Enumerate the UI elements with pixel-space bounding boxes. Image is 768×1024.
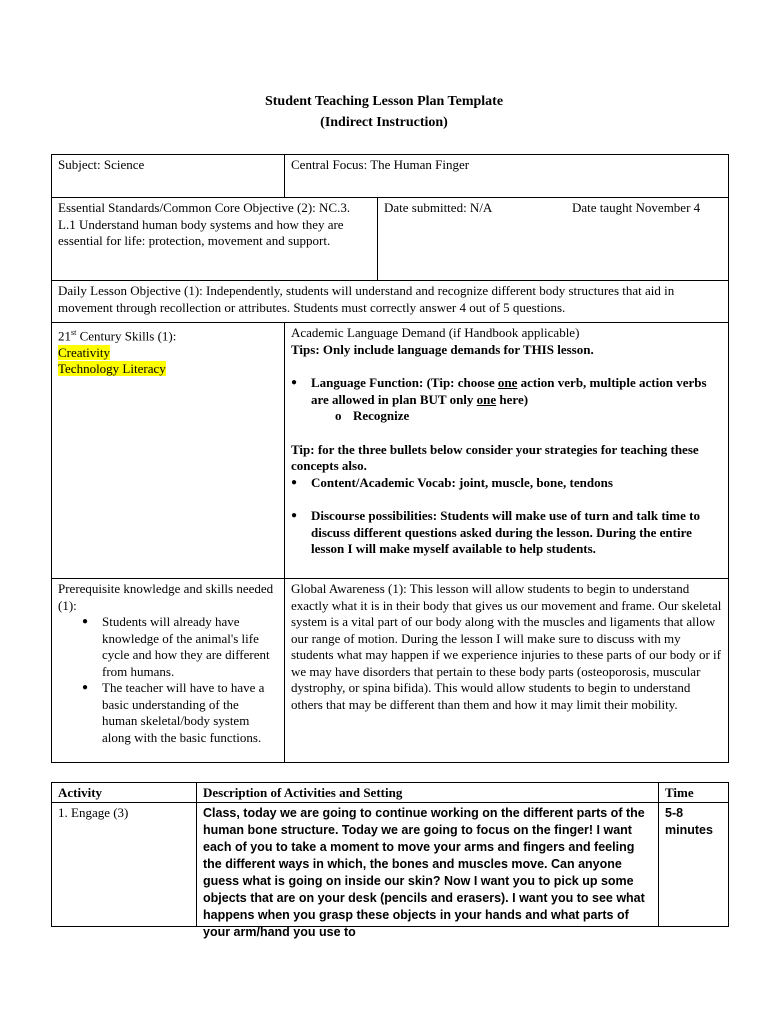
prerequisite-heading: Prerequisite knowledge and skills needed (1): — [58, 581, 274, 613]
time-column-header: Time — [665, 785, 694, 800]
daily-objective-cell — [52, 281, 728, 318]
essential-standards-cell — [52, 198, 377, 252]
global-awareness-text: Global Awareness (1): This lesson will allow students to begin to understand exactly what it is in their body that gives us our movement and frame. Our skeletal system is a vital part of our body along with the muscles and ligaments that allow our range of motion. During the lesson I will make sure to discuss with my students what may happen if we experience injuries to these parts of our body or if we may have disorders that pertain to these body parts (osteoporosis, muscular dystrophy, or spina bifida). This would allow students to begin to understand others that may be different than them and how it may limit their mobility. — [291, 581, 722, 712]
academic-language-tip: Tips: Only include language demands for THIS lesson. — [291, 341, 594, 357]
subject-text: Subject: Science — [58, 157, 145, 172]
academic-language-heading: Academic Language Demand (if Handbook applicable) — [291, 325, 580, 340]
date-taught: Date taught November 4 — [572, 200, 701, 215]
activity-time-cell: 5-8 minutes — [665, 806, 713, 837]
prerequisite-item: ● The teacher will have to have a basic understanding of the human skeletal/body system along with the basic functions. — [82, 680, 274, 746]
prerequisite-cell — [52, 579, 284, 748]
discourse-item: ● Discourse possibilities: Students will make use of turn and talk time to discuss different questions asked during the lesson. During the entire lesson I will make myself available to help students. — [291, 508, 722, 558]
description-column-header: Description of Activities and Setting — [203, 785, 403, 800]
global-awareness-cell — [285, 579, 728, 715]
activity-column-header: Activity — [58, 785, 103, 800]
dates-cell — [378, 198, 728, 219]
activity-description-cell: Class, today we are going to continue working on the different parts of the human bone structure. Today we are going to focus on the finger! I want each of you to take a moment to move your arms and fingers and feeling the different ways in which, the bones and muscles move. Can anyone guess what is going on inside our skin? Now I want you to pick up some objects that are on your desk (pencils and erasers). I want you to see what happens when you grasp these objects in your hands and what parts of your arm/hand you use to — [203, 806, 645, 939]
vocab-item: ● Content/Academic Vocab: joint, muscle, bone, tendons — [291, 475, 722, 492]
subject-cell — [52, 155, 284, 176]
language-function-item: ● Language Function: (Tip: choose one action verb, multiple action verbs are allowed in plan BUT only one here) — [291, 375, 722, 408]
activity-cell: 1. Engage (3) — [58, 805, 129, 820]
language-function-sub-item: o Recognize — [291, 408, 722, 425]
strategies-tip: Tip: for the three bullets below consider your strategies for teaching these concepts also. — [291, 441, 699, 473]
date-submitted: Date submitted: N/A — [384, 200, 493, 215]
skill-creativity: Creativity — [58, 344, 110, 360]
document-title: Student Teaching Lesson Plan Template — [264, 94, 504, 109]
central-focus-text: Central Focus: The Human Finger — [291, 157, 470, 172]
document-subtitle: (Indirect Instruction) — [320, 115, 448, 130]
central-focus-cell — [285, 155, 728, 176]
academic-language-cell — [285, 323, 728, 560]
prerequisite-item: ● Students will already have knowledge of the animal's life cycle and how they are different from humans. — [82, 614, 274, 680]
daily-objective-text: Daily Lesson Objective (1): Independently, students will understand and recognize different body structures that aid in movement through recollection or attributes. Students must correctly answer 4 out of 5 questions. — [58, 283, 675, 315]
skill-technology-literacy: Technology Literacy — [58, 361, 166, 377]
century-skills-cell — [52, 323, 284, 380]
essential-standards-text: Essential Standards/Common Core Objective (2): NC.3. L.1 Understand human body systems and how they are essential for life: protection, movement and support. — [58, 200, 351, 248]
century-skills-heading: 21st Century Skills (1): — [58, 328, 177, 344]
